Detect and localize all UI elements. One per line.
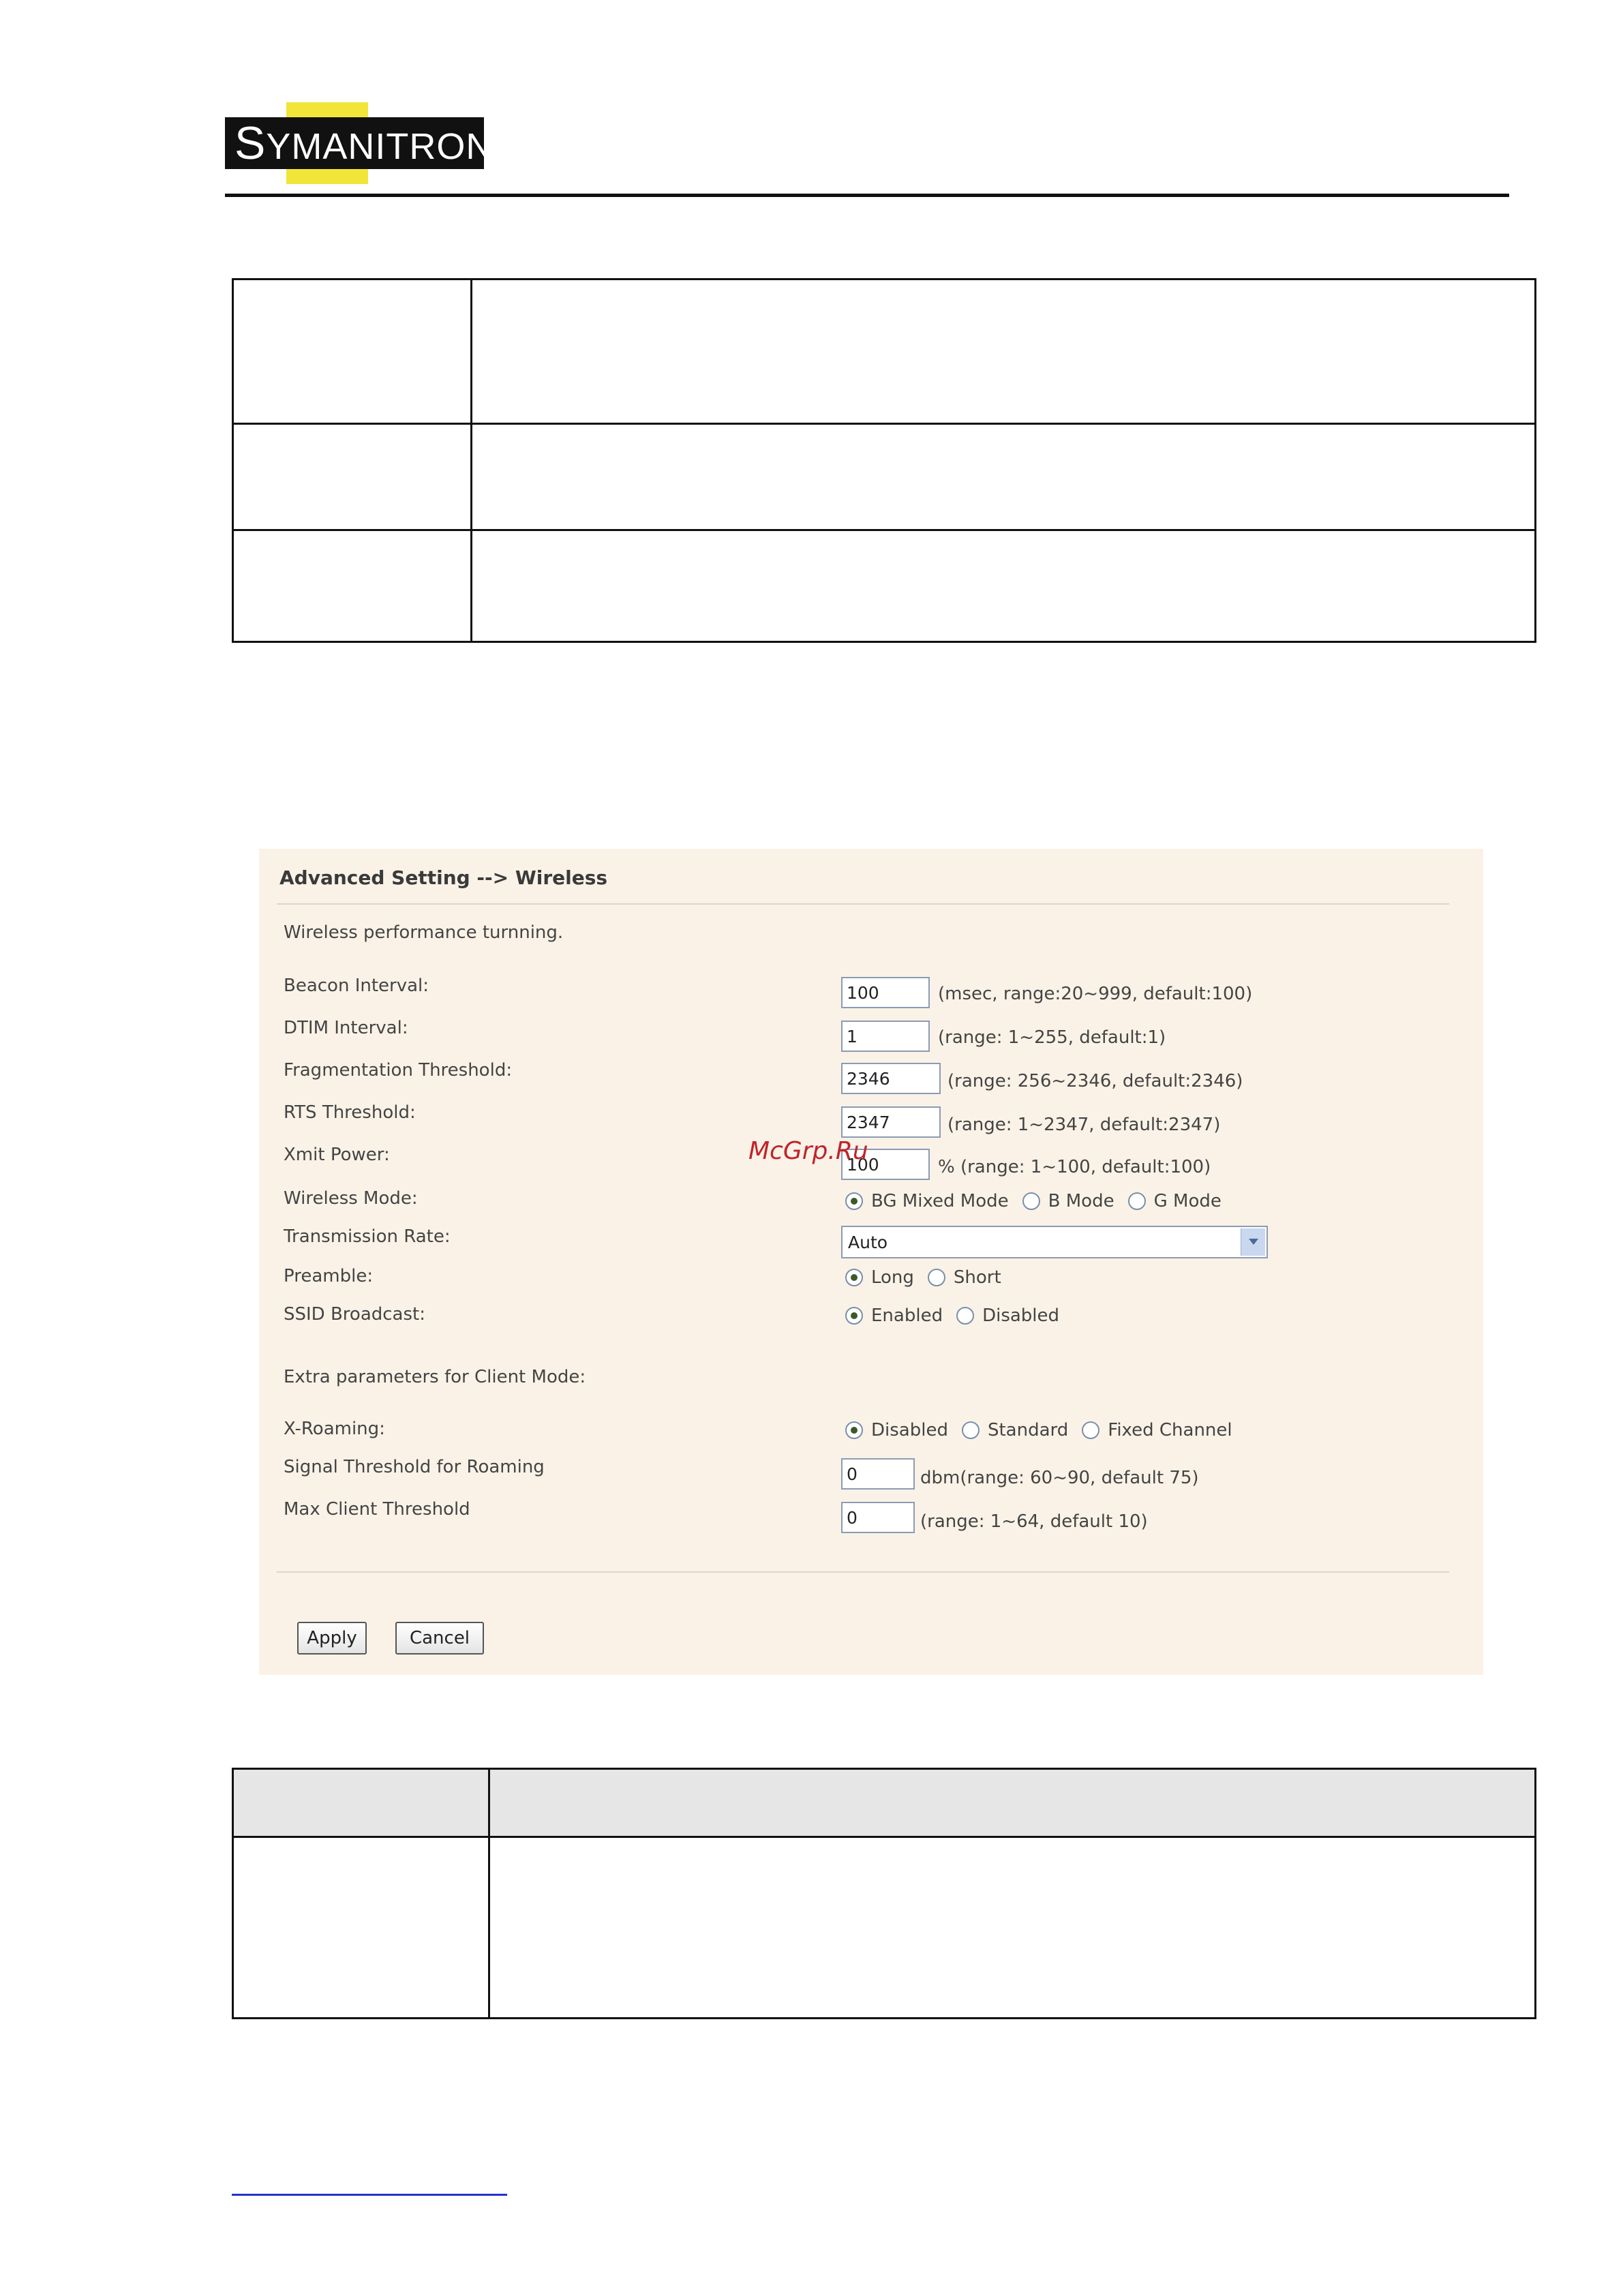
description-table-bottom	[232, 1768, 1536, 2019]
preamble-short-radio[interactable]	[928, 1269, 945, 1286]
beacon-interval-input[interactable]	[841, 977, 930, 1008]
beacon-interval-label: Beacon Interval:	[284, 976, 429, 996]
apply-button[interactable]: Apply	[297, 1622, 367, 1655]
xmit-power-hint: % (range: 1~100, default:100)	[938, 1157, 1211, 1177]
panel-divider	[277, 1571, 1449, 1573]
table-cell	[489, 1837, 1536, 2019]
table-cell	[233, 530, 472, 642]
table-header-cell	[233, 1769, 489, 1837]
signal-threshold-hint: dbm(range: 60~90, default 75)	[920, 1468, 1199, 1488]
xmit-power-label: Xmit Power:	[284, 1145, 390, 1165]
panel-title: Advanced Setting --> Wireless	[279, 866, 608, 889]
footer-link[interactable]	[232, 2194, 507, 2196]
brand-logo	[225, 102, 494, 184]
table-cell	[472, 424, 1536, 530]
x-roaming-label: X-Roaming:	[284, 1419, 385, 1439]
ssid-enabled-label: Enabled	[871, 1305, 943, 1326]
table-cell	[233, 1837, 489, 2019]
rts-threshold-input[interactable]	[841, 1106, 941, 1138]
table-cell	[233, 424, 472, 530]
ssid-enabled-radio[interactable]	[845, 1307, 863, 1325]
description-table-top	[232, 278, 1536, 643]
roaming-standard-radio[interactable]	[962, 1421, 980, 1439]
watermark: McGrp.Ru	[748, 1137, 868, 1165]
table-cell	[472, 280, 1536, 424]
max-client-threshold-input[interactable]	[841, 1502, 915, 1533]
max-client-threshold-hint: (range: 1~64, default 10)	[920, 1511, 1148, 1532]
transmission-rate-select[interactable]	[841, 1226, 1268, 1258]
preamble-label: Preamble:	[284, 1266, 374, 1286]
roaming-disabled-label: Disabled	[871, 1420, 948, 1440]
roaming-disabled-radio[interactable]	[845, 1421, 863, 1439]
dtim-interval-input[interactable]	[841, 1021, 930, 1052]
ssid-disabled-radio[interactable]	[956, 1307, 974, 1325]
fragmentation-threshold-input[interactable]	[841, 1063, 941, 1094]
transmission-rate-label: Transmission Rate:	[284, 1226, 451, 1247]
transmission-rate-value: Auto	[848, 1233, 888, 1252]
g-mode-radio[interactable]	[1128, 1192, 1146, 1210]
signal-threshold-label: Signal Threshold for Roaming	[284, 1457, 545, 1477]
beacon-interval-hint: (msec, range:20~999, default:100)	[938, 984, 1253, 1004]
table-cell	[233, 280, 472, 424]
dtim-interval-label: DTIM Interval:	[284, 1018, 408, 1038]
wireless-mode-radio-group	[845, 1191, 1235, 1211]
header-divider	[225, 194, 1509, 197]
preamble-radio-group	[845, 1267, 1015, 1288]
chevron-down-icon[interactable]	[1241, 1228, 1265, 1256]
logo-text: SYMANITRON	[234, 117, 494, 169]
roaming-fixed-channel-radio[interactable]	[1082, 1421, 1099, 1439]
g-mode-label: G Mode	[1153, 1191, 1222, 1211]
preamble-long-radio[interactable]	[845, 1269, 863, 1286]
b-mode-label: B Mode	[1048, 1191, 1114, 1211]
table-cell	[472, 530, 1536, 642]
fragmentation-threshold-hint: (range: 256~2346, default:2346)	[947, 1071, 1243, 1091]
cancel-button[interactable]: Cancel	[395, 1622, 484, 1655]
ssid-disabled-label: Disabled	[982, 1305, 1060, 1326]
fragmentation-threshold-label: Fragmentation Threshold:	[284, 1060, 513, 1081]
signal-threshold-input[interactable]	[841, 1458, 915, 1490]
wireless-mode-label: Wireless Mode:	[284, 1188, 418, 1209]
preamble-short-label: Short	[953, 1267, 1001, 1288]
roaming-fixed-channel-label: Fixed Channel	[1108, 1420, 1232, 1440]
bg-mixed-mode-label: BG Mixed Mode	[871, 1191, 1009, 1211]
max-client-threshold-label: Max Client Threshold	[284, 1499, 470, 1520]
dtim-interval-hint: (range: 1~255, default:1)	[938, 1027, 1166, 1048]
client-mode-heading: Extra parameters for Client Mode:	[284, 1367, 586, 1387]
ssid-broadcast-radio-group	[845, 1305, 1073, 1326]
roaming-standard-label: Standard	[987, 1420, 1069, 1440]
b-mode-radio[interactable]	[1022, 1192, 1040, 1210]
intro-text: Wireless performance turnning.	[284, 922, 564, 943]
rts-threshold-hint: (range: 1~2347, default:2347)	[947, 1115, 1221, 1135]
wireless-settings-panel	[259, 849, 1483, 1675]
ssid-broadcast-label: SSID Broadcast:	[284, 1304, 425, 1325]
panel-divider	[277, 903, 1449, 905]
bg-mixed-mode-radio[interactable]	[845, 1192, 863, 1210]
rts-threshold-label: RTS Threshold:	[284, 1102, 416, 1123]
x-roaming-radio-group	[845, 1420, 1246, 1440]
preamble-long-label: Long	[871, 1267, 914, 1288]
table-header-cell	[489, 1769, 1536, 1837]
